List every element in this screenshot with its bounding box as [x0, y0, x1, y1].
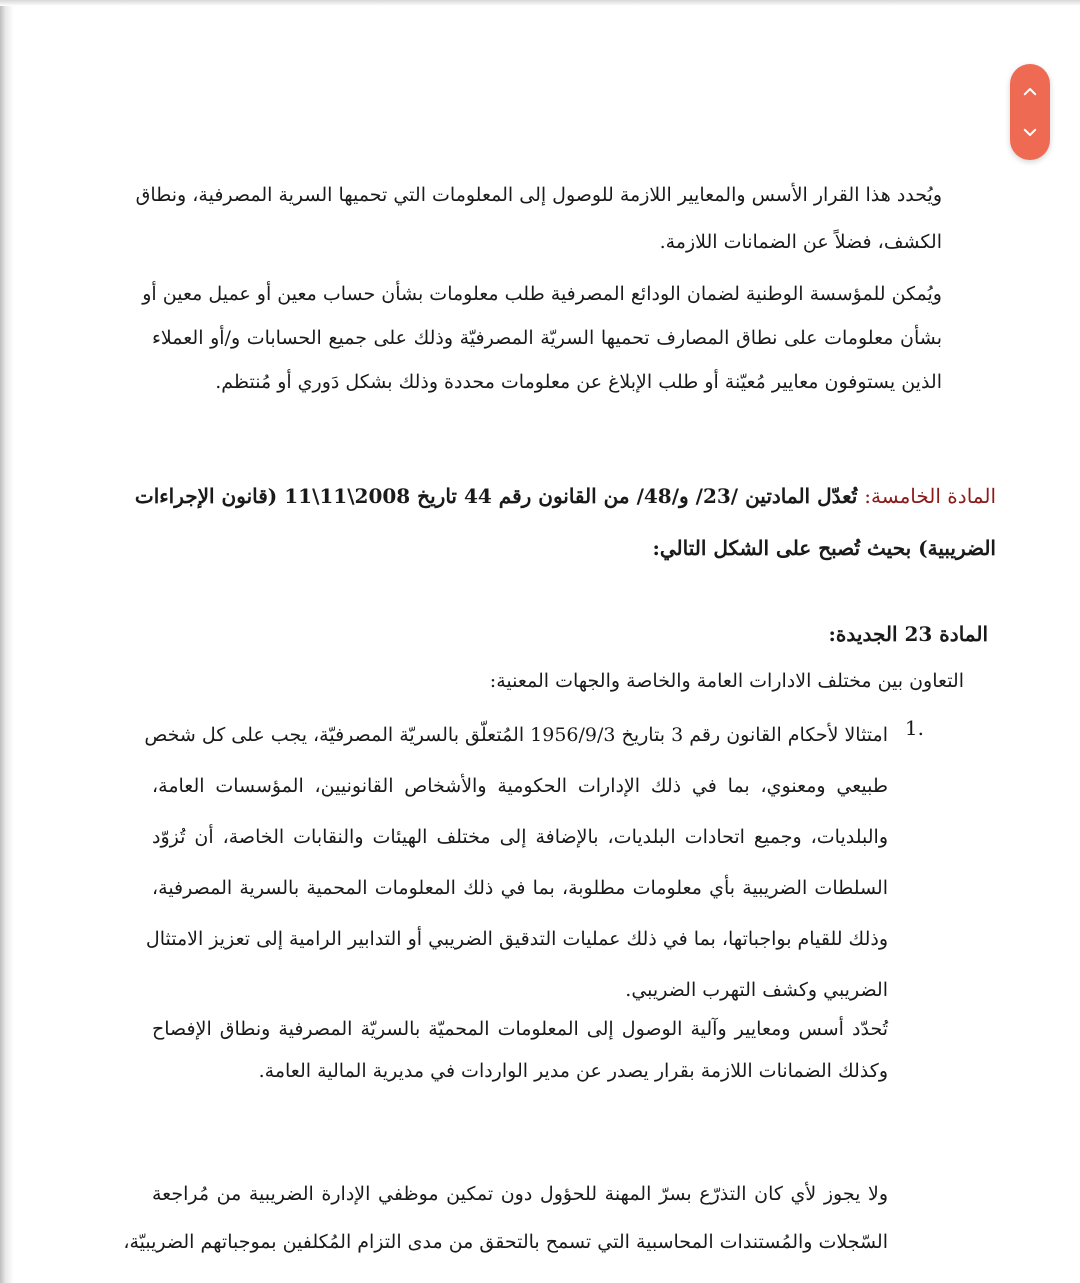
list-item-line: والبلديات، وجميع اتحادات البلديات، بالإضافة إلى مختلف الهيئات والنقابات الخاصة، أن تُزوّد	[152, 826, 889, 848]
list-item-line: امتثالا لأحكام القانون رقم 3 بتاريخ 1956/9/3 المُتعلّق بالسريّة المصرفيّة، يجب على كل شخص	[144, 724, 888, 746]
paragraph-line: الذين يستوفون معايير مُعيّنة أو طلب الإبلاغ عن معلومات محددة وذلك بشكل دَوري أو مُنتظم.	[215, 371, 942, 393]
list-item-number: .1	[904, 716, 924, 740]
list-item-line: وذلك للقيام بواجباتها، بما في ذلك عمليات التدقيق الضريبي أو التدابير الرامية إلى تعزيز الامتثال	[145, 928, 888, 950]
paragraph-line: السّجلات والمُستندات المحاسبية التي تسمح بالتحقق من مدى التزام المُكلفين بموجباتهم الضريبيّة،	[123, 1231, 888, 1253]
paragraph-line: تُحدّد أسس ومعايير وآلية الوصول إلى المعلومات المحميّة بالسريّة المصرفية ونطاق الإفصاح	[152, 1018, 888, 1040]
page-scroll-control	[1010, 64, 1050, 160]
article-five-text: تُعدّل المادتين /23/ و/48/ من القانون رقم 44 تاريخ 2008\11\11 (قانون الإجراءات	[134, 484, 858, 508]
chevron-up-icon	[1021, 83, 1039, 101]
paragraph-line: ولا يجوز لأي كان التذرّع بسرّ المهنة للحؤول دون تمكين موظفي الإدارة الضريبية من مُراجعة	[152, 1183, 888, 1205]
article-23-heading: المادة 23 الجديدة:	[828, 622, 988, 646]
scroll-down-button[interactable]	[1010, 112, 1050, 152]
paragraph-line: ويُحدد هذا القرار الأسس والمعايير اللازمة للوصول إلى المعلومات التي تحميها السرية المصرفية، ونطاق	[135, 184, 942, 206]
list-item-text	[144, 710, 889, 1016]
article-23-subheading: التعاون بين مختلف الادارات العامة والخاصة والجهات المعنية:	[489, 670, 964, 692]
list-item-line: الضريبي وكشف التهرب الضريبي.	[625, 979, 888, 1001]
paragraph-professional-secrecy	[123, 1170, 888, 1266]
article-five-label: المادة الخامسة:	[864, 484, 996, 508]
scroll-up-button[interactable]	[1010, 72, 1050, 112]
paragraph-access-criteria	[152, 1008, 888, 1092]
paragraph-line: بشأن معلومات على نطاق المصارف تحميها السريّة المصرفيّة وذلك على جميع الحسابات و/أو العملاء	[152, 327, 942, 349]
article-five	[134, 470, 996, 574]
list-item-line: السلطات الضريبية بأي معلومات مطلوبة، بما في ذلك المعلومات المحمية بالسرية المصرفية،	[152, 877, 888, 899]
article-five-line: الضريبية) بحيث تُصبح على الشكل التالي:	[652, 536, 996, 560]
paragraph-deposit-guarantee	[142, 272, 942, 404]
list-item-line: طبيعي ومعنوي، بما في ذلك الإدارات الحكومية والأشخاص القانونيين، المؤسسات العامة،	[152, 775, 888, 797]
paragraph-line: وكذلك الضمانات اللازمة بقرار يصدر عن مدير الواردات في مديرية المالية العامة.	[258, 1060, 888, 1082]
paragraph-line: ويُمكن للمؤسسة الوطنية لضمان الودائع المصرفية طلب معلومات بشأن حساب معين أو عميل معين أو	[142, 283, 942, 305]
article-five-line	[134, 470, 996, 522]
paragraph-line: الكشف، فضلاً عن الضمانات اللازمة.	[659, 231, 942, 253]
paragraph-decision-basis	[135, 172, 942, 266]
chevron-down-icon	[1021, 123, 1039, 141]
